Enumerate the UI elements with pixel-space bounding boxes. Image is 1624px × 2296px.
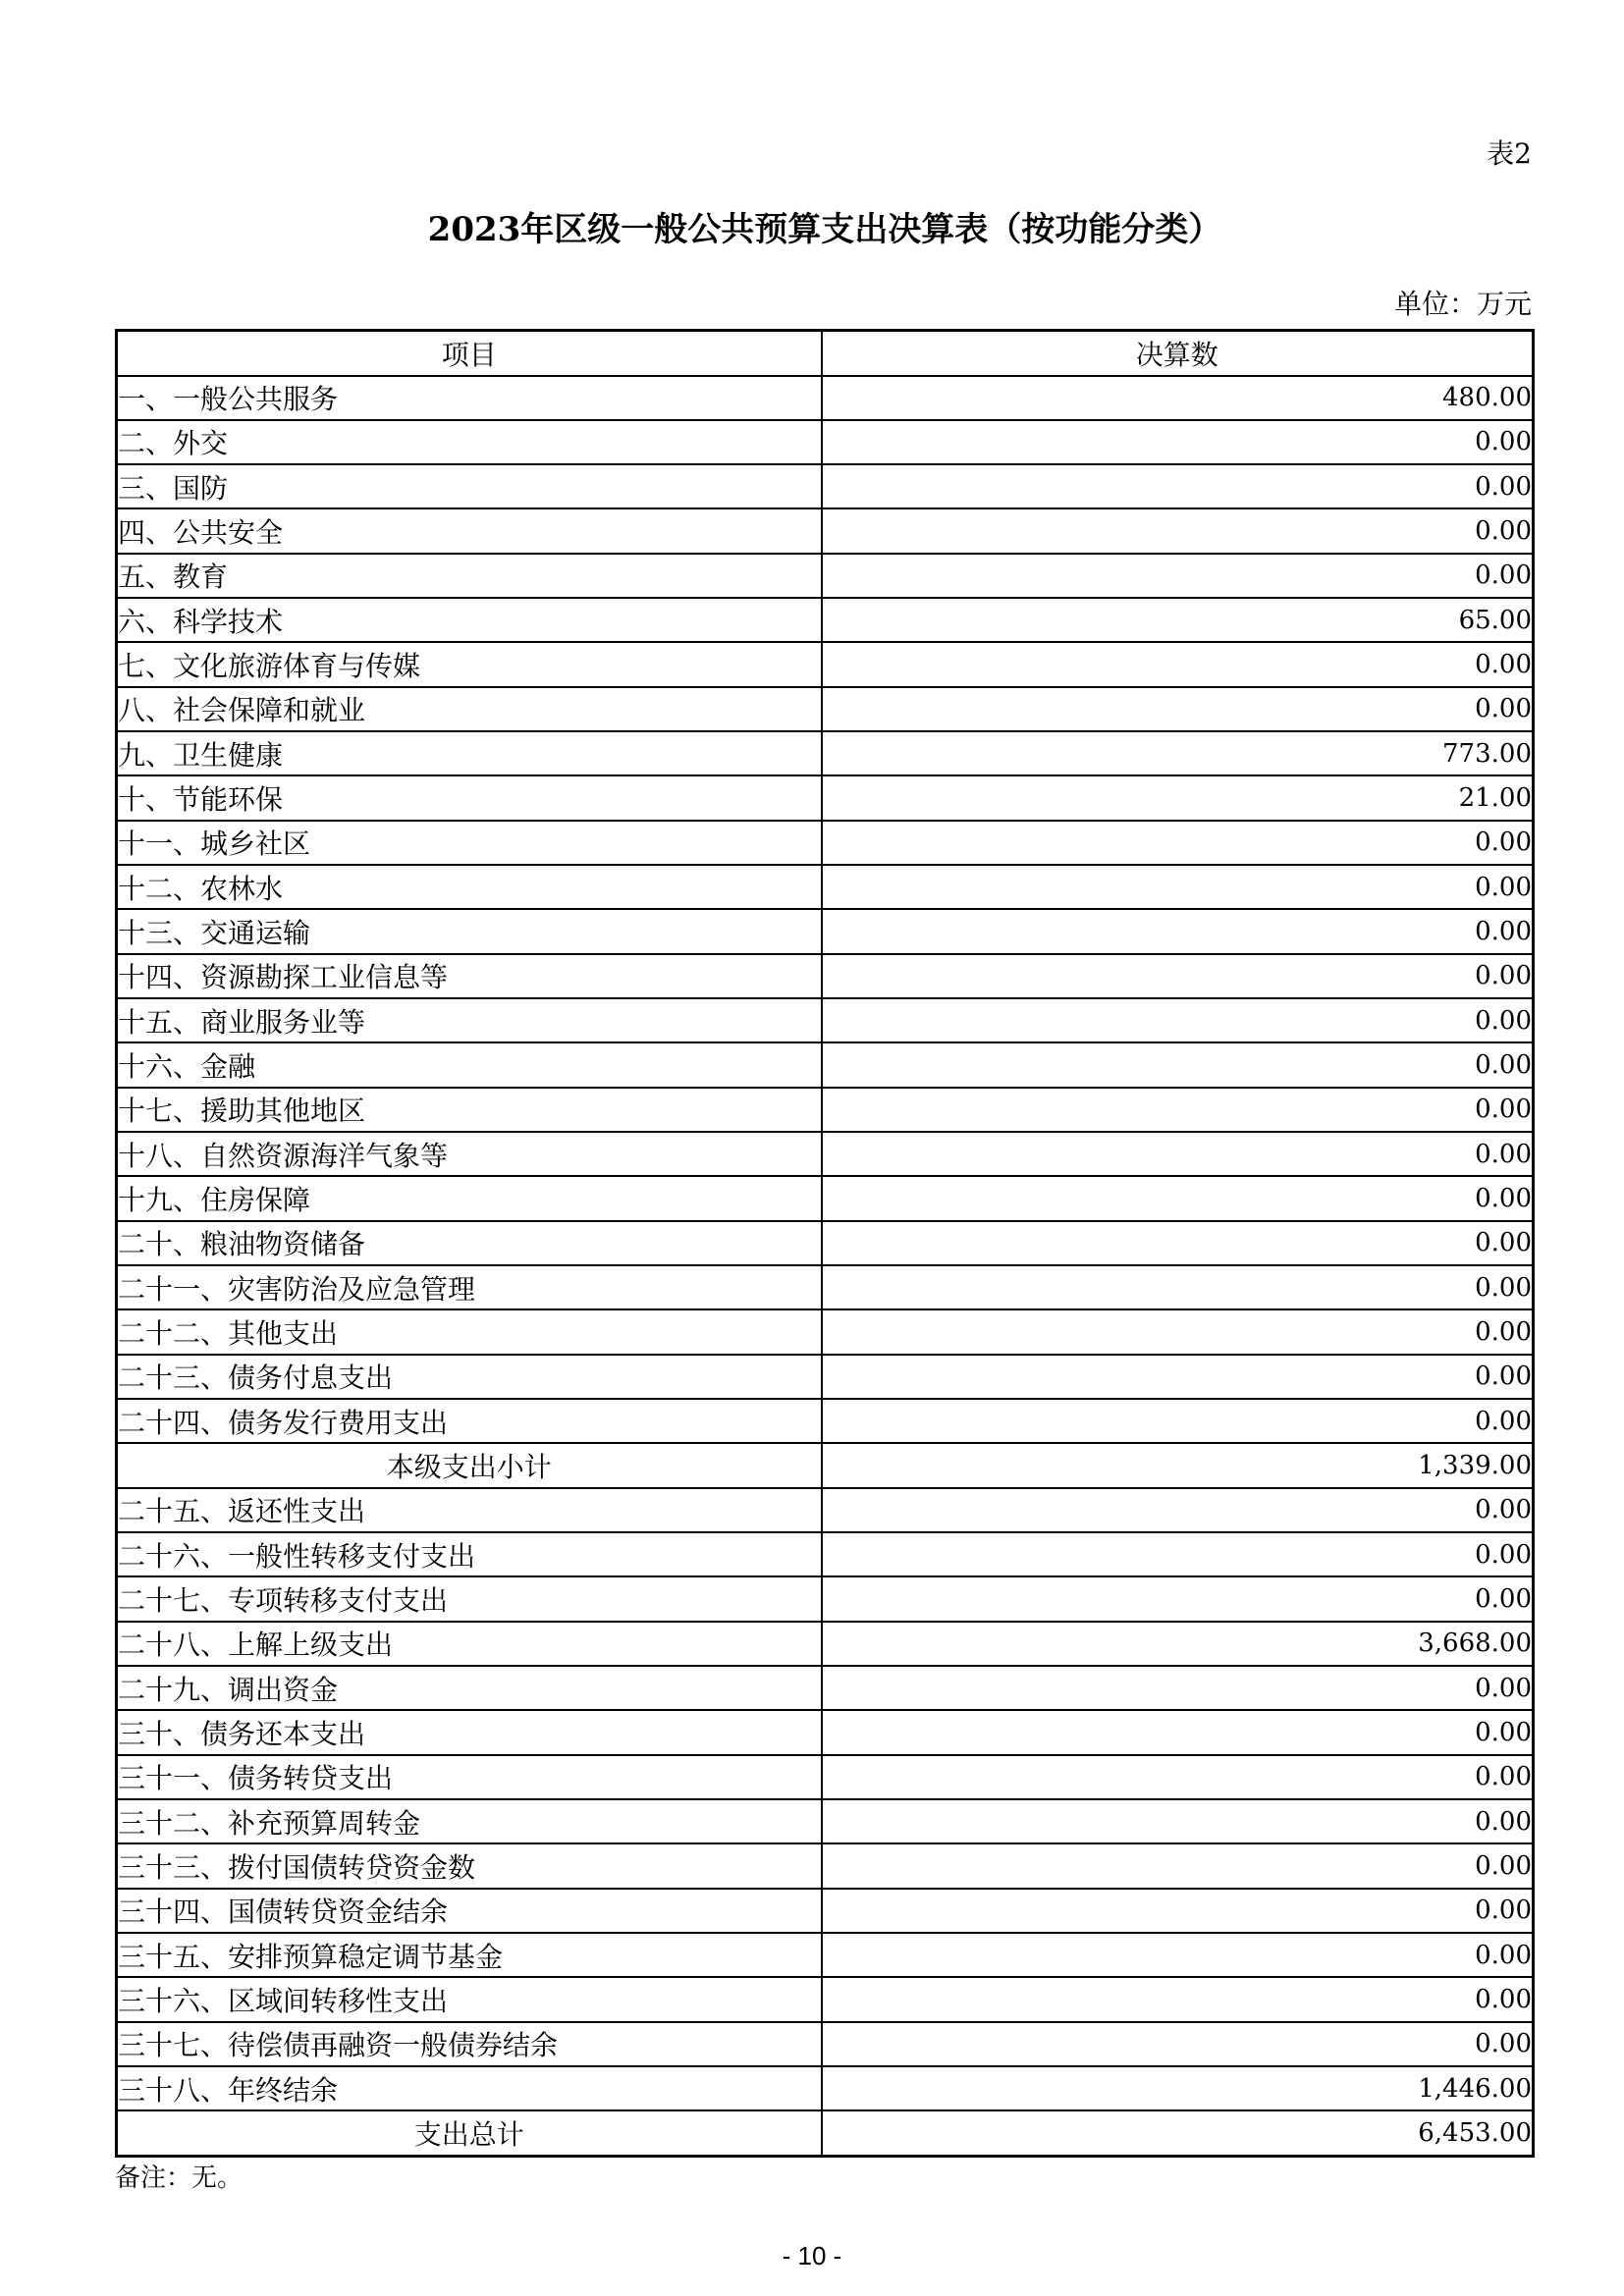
- note: 备注：无。: [115, 2163, 244, 2193]
- value-cell: 6,453.00: [822, 2110, 1534, 2156]
- value-cell: 0.00: [822, 1399, 1534, 1443]
- item-cell: 十六、金融: [117, 1042, 822, 1087]
- item-cell: 十、节能环保: [117, 775, 822, 820]
- item-cell: 十三、交通运输: [117, 909, 822, 953]
- table-row: [117, 687, 1534, 731]
- table-row: [117, 954, 1534, 998]
- value-cell: 0.00: [822, 1799, 1534, 1843]
- value-cell: 0.00: [822, 420, 1534, 464]
- item-cell: 三十八、年终结余: [117, 2066, 822, 2110]
- item-cell: 五、教育: [117, 554, 822, 598]
- value-cell: 0.00: [822, 1088, 1534, 1132]
- item-cell: 一、一般公共服务: [117, 376, 822, 420]
- value-cell: 0.00: [822, 1309, 1534, 1354]
- value-cell: 0.00: [822, 642, 1534, 686]
- item-cell: 十九、住房保障: [117, 1176, 822, 1220]
- table-header-row: [117, 331, 1534, 376]
- table-row: [117, 1889, 1534, 1933]
- item-cell: 三、国防: [117, 464, 822, 508]
- item-cell: 二十八、上解上级支出: [117, 1622, 822, 1666]
- item-cell: 三十四、国债转贷资金结余: [117, 1889, 822, 1933]
- table-row: [117, 731, 1534, 775]
- value-cell: 0.00: [822, 1176, 1534, 1220]
- item-cell: 三十一、债务转贷支出: [117, 1755, 822, 1799]
- item-cell: 三十三、拨付国债转贷资金数: [117, 1843, 822, 1888]
- budget-table: [115, 329, 1535, 2158]
- item-cell: 十五、商业服务业等: [117, 998, 822, 1042]
- column-header-value: 决算数: [822, 331, 1534, 376]
- value-cell: 0.00: [822, 1933, 1534, 1977]
- value-cell: 0.00: [822, 1532, 1534, 1576]
- item-cell: 二十一、灾害防治及应急管理: [117, 1265, 822, 1309]
- table-row: [117, 2066, 1534, 2110]
- value-cell: 0.00: [822, 909, 1534, 953]
- item-cell: 二、外交: [117, 420, 822, 464]
- table-row: [117, 1532, 1534, 1576]
- unit-label: 单位：万元: [1393, 288, 1532, 320]
- item-cell: 二十九、调出资金: [117, 1666, 822, 1710]
- value-cell: 0.00: [822, 554, 1534, 598]
- table-row: [117, 1933, 1534, 1977]
- page-title: 2023年区级一般公共预算支出决算表（按功能分类）: [427, 210, 1222, 249]
- value-cell: 0.00: [822, 1710, 1534, 1754]
- table-body: [117, 376, 1534, 2157]
- value-cell: 0.00: [822, 1889, 1534, 1933]
- table-row: [117, 775, 1534, 820]
- table-row: [117, 508, 1534, 553]
- table-row: [117, 1309, 1534, 1354]
- table-row: [117, 1755, 1534, 1799]
- value-cell: 0.00: [822, 464, 1534, 508]
- table-row: [117, 1132, 1534, 1176]
- value-cell: 3,668.00: [822, 1622, 1534, 1666]
- table-row: [117, 1399, 1534, 1443]
- value-cell: 0.00: [822, 954, 1534, 998]
- table-row: [117, 1355, 1534, 1399]
- item-cell: 二十二、其他支出: [117, 1309, 822, 1354]
- table-number-label: 表2: [1487, 137, 1532, 170]
- table-row: [117, 1443, 1534, 1487]
- item-cell: 本级支出小计: [117, 1443, 822, 1487]
- value-cell: 21.00: [822, 775, 1534, 820]
- item-cell: 二十、粮油物资储备: [117, 1221, 822, 1265]
- value-cell: 0.00: [822, 1977, 1534, 2021]
- table-row: [117, 821, 1534, 865]
- item-cell: 三十五、安排预算稳定调节基金: [117, 1933, 822, 1977]
- table-row: [117, 1666, 1534, 1710]
- table-row: [117, 642, 1534, 686]
- table-row: [117, 554, 1534, 598]
- table-row: [117, 2110, 1534, 2156]
- item-cell: 二十七、专项转移支付支出: [117, 1576, 822, 1621]
- table-row: [117, 1265, 1534, 1309]
- table-row: [117, 1488, 1534, 1532]
- item-cell: 七、文化旅游体育与传媒: [117, 642, 822, 686]
- value-cell: 0.00: [822, 1755, 1534, 1799]
- value-cell: 0.00: [822, 865, 1534, 909]
- table-row: [117, 1843, 1534, 1888]
- value-cell: 0.00: [822, 1221, 1534, 1265]
- item-cell: 九、卫生健康: [117, 731, 822, 775]
- value-cell: 773.00: [822, 731, 1534, 775]
- table-row: [117, 1042, 1534, 1087]
- value-cell: 1,446.00: [822, 2066, 1534, 2110]
- table-row: [117, 909, 1534, 953]
- value-cell: 0.00: [822, 508, 1534, 553]
- value-cell: 0.00: [822, 1265, 1534, 1309]
- item-cell: 十二、农林水: [117, 865, 822, 909]
- value-cell: 65.00: [822, 598, 1534, 642]
- table-row: [117, 376, 1534, 420]
- value-cell: 0.00: [822, 1042, 1534, 1087]
- item-cell: 十一、城乡社区: [117, 821, 822, 865]
- value-cell: 1,339.00: [822, 1443, 1534, 1487]
- column-header-item: 项目: [117, 331, 822, 376]
- item-cell: 三十、债务还本支出: [117, 1710, 822, 1754]
- value-cell: 0.00: [822, 1488, 1534, 1532]
- table-row: [117, 1622, 1534, 1666]
- table-row: [117, 1799, 1534, 1843]
- item-cell: 十四、资源勘探工业信息等: [117, 954, 822, 998]
- item-cell: 三十六、区域间转移性支出: [117, 1977, 822, 2021]
- item-cell: 二十六、一般性转移支付支出: [117, 1532, 822, 1576]
- table-row: [117, 1221, 1534, 1265]
- value-cell: 0.00: [822, 821, 1534, 865]
- table-row: [117, 2022, 1534, 2066]
- table-row: [117, 998, 1534, 1042]
- table-row: [117, 865, 1534, 909]
- value-cell: 0.00: [822, 687, 1534, 731]
- table-row: [117, 1710, 1534, 1754]
- value-cell: 0.00: [822, 1576, 1534, 1621]
- item-cell: 支出总计: [117, 2110, 822, 2156]
- item-cell: 八、社会保障和就业: [117, 687, 822, 731]
- table-row: [117, 1977, 1534, 2021]
- value-cell: 0.00: [822, 1666, 1534, 1710]
- value-cell: 0.00: [822, 1132, 1534, 1176]
- page-number: - 10 -: [782, 2241, 842, 2270]
- table-row: [117, 598, 1534, 642]
- table-row: [117, 420, 1534, 464]
- value-cell: 480.00: [822, 376, 1534, 420]
- item-cell: 二十五、返还性支出: [117, 1488, 822, 1532]
- table-row: [117, 1576, 1534, 1621]
- item-cell: 三十七、待偿债再融资一般债券结余: [117, 2022, 822, 2066]
- table-row: [117, 1176, 1534, 1220]
- value-cell: 0.00: [822, 998, 1534, 1042]
- value-cell: 0.00: [822, 2022, 1534, 2066]
- item-cell: 六、科学技术: [117, 598, 822, 642]
- table-row: [117, 464, 1534, 508]
- item-cell: 十八、自然资源海洋气象等: [117, 1132, 822, 1176]
- value-cell: 0.00: [822, 1843, 1534, 1888]
- table-row: [117, 1088, 1534, 1132]
- item-cell: 二十三、债务付息支出: [117, 1355, 822, 1399]
- item-cell: 三十二、补充预算周转金: [117, 1799, 822, 1843]
- item-cell: 四、公共安全: [117, 508, 822, 553]
- item-cell: 十七、援助其他地区: [117, 1088, 822, 1132]
- value-cell: 0.00: [822, 1355, 1534, 1399]
- item-cell: 二十四、债务发行费用支出: [117, 1399, 822, 1443]
